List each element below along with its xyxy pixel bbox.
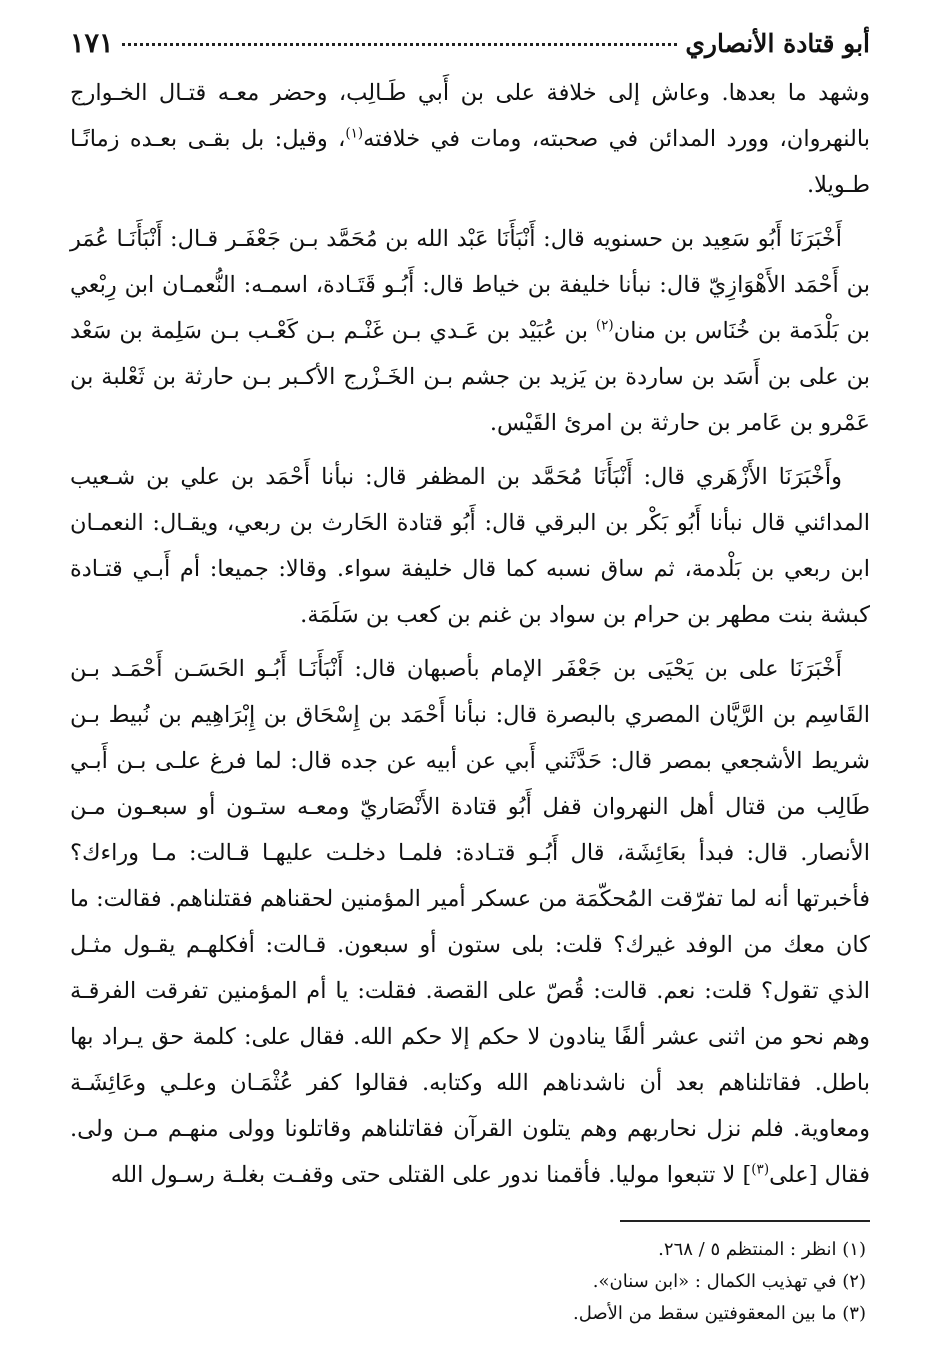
paragraph-text: ، وقيل: بل بقـى بعـده زمانًـا طـويلا. — [70, 126, 870, 198]
footnote-1: (١) انظر : المنتظم ٥ / ٢٦٨. — [658, 1239, 866, 1260]
paragraph-text: أَخْبَرَنَا أَبُو سَعِيد بن حسنويه قال: أَنْبَأَنَا عَبْد الله بن مُحَمَّد بـن جَعْفَـر قـال: أَنْبَأَنَـا عُمَر بن أَحْمَد الأَهْوَازِيّ قال: نبأنا خليفة بن خياط قال: أَبُـو قَتَـادة، اسمـه: النُّعمـان ابن رِبْعي بن بَلْدَمة بن خُنَاس بن منان — [70, 226, 870, 344]
header-title: أبو قتادة الأنصاري — [685, 29, 870, 58]
running-header — [70, 28, 870, 70]
page-number: ١٧١ — [70, 28, 114, 59]
paragraph-3 — [70, 454, 870, 638]
paragraph-text: ] لا تتبعوا موليا. فأقمنا ندور على القتلى حتى وقفـت بغلـة رسـول الله — [110, 1162, 752, 1188]
footnote-marker-3[interactable]: (٣) — [751, 1161, 770, 1178]
paragraph-text: بن عُبَيْد بن عَـدي بـن غَنْـم بـن كَعْـب بـن سَلِمة بن سَعْد بن على بن أَسَد بن ساردة بن يَزيد بن جشم بـن الخَـزْرج الأكـبر بـن حارثة بن ثَعْلبة بن عَمْرو بن عَامر بن حارثة بن امرئ القَيْس. — [70, 318, 870, 436]
footnote-marker-2[interactable]: (٢) — [595, 317, 614, 334]
footnote-2: (٢) في تهذيب الكمال : «ابن سنان». — [592, 1271, 866, 1292]
paragraph-text: وشهد ما بعدها. وعاش إلى خلافة على بن أَبي طَـالِب، وحضر معـه قتـال الخـوارج بالنهروان، وورد المدائن في صحبته، ومات في خلافته — [70, 80, 870, 152]
paragraph-text: أَخْبَرَنَا على بن يَحْيَى بن جَعْفَر الإمام بأصبهان قال: أَنْبَأَنَـا أَبُـو الحَسَـن أَحْمَـد بـن القَاسِم بن الرَّيَّان المصري بالبصرة قال: نبأنا أَحْمَد بن إِسْحَاق بن إِبْرَاهِيم بن نُبيط بـن شريط الأشجعي بمصر قال: حَدَّثَني أَبي عن أبيه عن جده قال: لما فرغ علـى بـن أَبـي طَالِب من قتال أهل النهروان قفل أَبُو قتادة الأَنْصَاريّ ومعـه ستـون أو سبعـون مـن الأنصار. قال: فبدأ بعَائِشَة، قال أَبُـو قتـادة: فلمـا دخلـت عليهـا قـالت: مـا وراءك؟ فأخبرتها أنه لما تفرّقت المُحكّمَة من عسكر أمير المؤمنين لحقناهم فقتلناهم. فقالت: ما كان معك من الوفد غيرك؟ قلت: بلى ستون أو سبعون. قـالت: أفكلهـم يقـول مثـل الذي تقول؟ قلت: نعم. قالت: قُصّ على القصة. فقلت: يا أم المؤمنين تفرقت الفرقـة وهم نحو من اثنى عشر ألفًا ينادون لا حكم إلا حكم الله. فقال على: كلمة حق يـراد بها باطل. فقاتلناهم بعد أن ناشدناهم الله وكتابه. فقالوا كفر عُثْمَـان وعلـي وعَائِشَـة ومعاوية. فلم نزل نحاربهم وهم يتلون القرآن فقاتلناهم وقاتلونا وولى منهـم مـن ولى. فقال [على — [70, 656, 870, 1188]
footnote-3: (٣) ما بين المعقوفتين سقط من الأصل. — [573, 1303, 866, 1324]
footnote-marker-1[interactable]: (١) — [345, 125, 364, 142]
footnotes — [70, 1234, 870, 1330]
paragraph-text: وأَخْبَرَنَا الأَزْهَري قال: أَنْبَأَنَا مُحَمَّد بن المظفر قال: نبأنا أَحْمَد بن علي بن شـعيب المدائني قال نبأنا أَبُو بَكْر بن البرقي قال: أَبُو قتادة الحَارث بن ربعي، ويقـال: النعمـان ابن ربعي بن بَلْدمة، ثم ساق نسبه كما قال خليفة سواء. وقالا: جميعا: أم أَبـي قتـادة كبشة بنت مطهر بن حرام بن سواد بن غنم بن كعب بن سَلَمَة. — [70, 464, 870, 628]
paragraph-2 — [70, 216, 870, 446]
paragraph-4 — [70, 646, 870, 1198]
header-dot-leader — [122, 43, 678, 46]
footnote-separator — [620, 1220, 870, 1222]
paragraph-1 — [70, 70, 870, 208]
book-page — [70, 28, 870, 1330]
